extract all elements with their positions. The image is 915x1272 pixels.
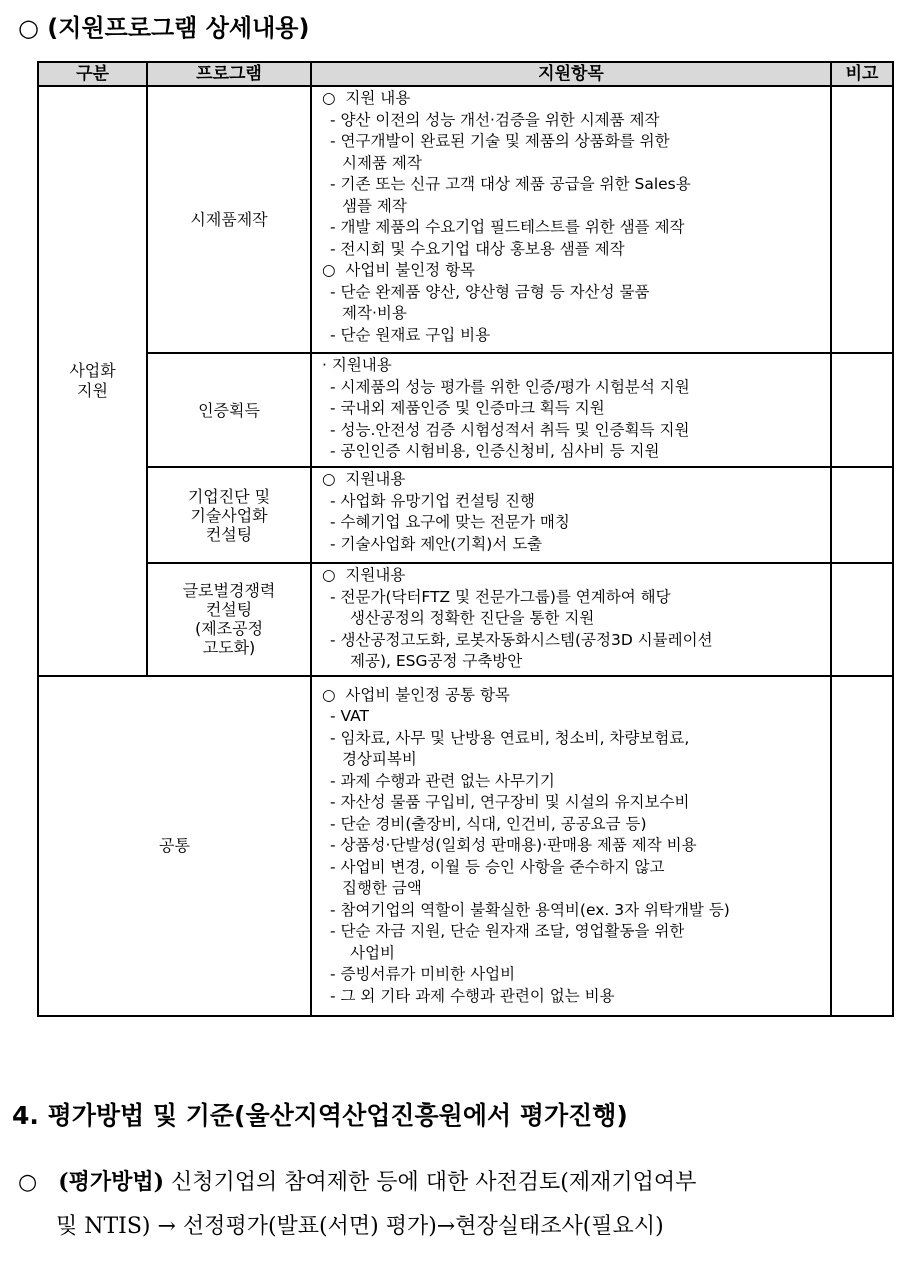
support-item-line: 생산공정의 정확한 진단을 통한 지원 (350, 609, 595, 627)
support-item-line: - 임차료, 사무 및 난방용 연료비, 청소비, 차량보험료, (330, 728, 690, 747)
support-item-line: · 지원내용 (322, 356, 392, 374)
support-item-line: - 단순 경비(출장비, 식대, 인건비, 공공요금 등) (330, 814, 647, 833)
header-category: 구분 (38, 62, 147, 86)
common-category-cell (38, 676, 311, 1016)
support-item-line: - 생산공정고도화, 로봇자동화시스템(공정3D 시뮬레이션 (330, 630, 713, 649)
support-item-line: - 상품성·단발성(일회성 판매용)·판매용 제품 제작 비용 (330, 836, 697, 854)
support-item-line: - 참여기업의 역할이 불확실한 용역비(ex. 3자 위탁개발 등) (330, 900, 730, 919)
header-remarks: 비고 (831, 62, 893, 86)
support-item-line: - 증빙서류가 미비한 사업비 (330, 965, 516, 983)
remarks-cell (831, 353, 893, 467)
support-item-line: 경상피복비 (342, 750, 417, 768)
paragraph-text-1: 신청기업의 참여제한 등에 대한 사전검토(제재기업여부 (164, 1170, 697, 1195)
program-name: 기업진단 및 기술사업화 컨설팅 (187, 486, 271, 544)
program-name: 인증획득 (198, 400, 260, 420)
support-item-line: - 사업화 유망기업 컨설팅 진행 (330, 491, 535, 510)
table-row (38, 676, 893, 1016)
support-item-line: - 국내외 제품인증 및 인증마크 획득 지원 (330, 399, 605, 417)
support-item-line: 시제품 제작 (342, 153, 422, 172)
support-item-line: ○ 사업비 불인정 공통 항목 (322, 685, 510, 704)
support-item-line: - 개발 제품의 수요기업 필드테스트를 위한 샘플 제작 (330, 218, 685, 236)
paragraph-line-1 (18, 1160, 696, 1205)
support-item-line: - 공인인증 시험비용, 인증신청비, 심사비 등 지원 (330, 442, 660, 460)
support-item-line: - 단순 완제품 양산, 양산형 금형 등 자산성 물품 (330, 282, 650, 301)
support-item-line: - 자산성 물품 구입비, 연구장비 및 시설의 유지보수비 (330, 793, 690, 811)
remarks-cell (831, 563, 893, 676)
table-row (38, 353, 893, 467)
support-item-line: ○ 지원내용 (322, 566, 406, 584)
program-name-cell (147, 353, 311, 467)
support-program-table (37, 61, 894, 1017)
remarks-cell (831, 467, 893, 563)
evaluation-paragraph (18, 1160, 696, 1249)
support-items-cell (311, 563, 831, 676)
support-items-cell (311, 86, 831, 353)
support-items-cell (311, 353, 831, 467)
section-title: 4. 평가방법 및 기준(울산지역산업진흥원에서 평가진행) (12, 1101, 628, 1130)
support-item-line: - 수혜기업 요구에 맞는 전문가 매칭 (330, 513, 570, 531)
bullet-icon: ○ (18, 1170, 38, 1195)
remarks-cell (831, 86, 893, 353)
support-items-list (322, 469, 822, 555)
support-item-line: - 연구개발이 완료된 기술 및 제품의 상품화를 위한 (330, 132, 670, 150)
support-item-line: 집행한 금액 (342, 879, 422, 897)
support-item-line: - 사업비 변경, 이월 등 승인 사항을 준수하지 않고 (330, 857, 665, 876)
paragraph-label: (평가방법) (58, 1169, 165, 1195)
table-row (38, 467, 893, 563)
paragraph-line-2: 및 NTIS) → 선정평가(발표(서면) 평가)→현장실태조사(필요시) (56, 1214, 664, 1239)
support-items-list (322, 685, 822, 1008)
support-item-line: - VAT (330, 707, 369, 725)
support-item-line: - 과제 수행과 관련 없는 사무기기 (330, 771, 555, 790)
remarks-cell (831, 676, 893, 1016)
support-item-line: - 그 외 기타 과제 수행과 관련이 없는 비용 (330, 986, 615, 1005)
program-name-cell (147, 86, 311, 353)
category-business-label: 사업화 지원 (69, 360, 116, 400)
program-name: 글로벌경쟁력 컨설팅 (제조공정 고도화) (182, 581, 276, 658)
page-heading: ○ (지원프로그램 상세내용) (18, 14, 310, 42)
support-item-line: 샘플 제작 (342, 196, 407, 215)
support-item-line: - 전문가(닥터FTZ 및 전문가그룹)를 연계하여 해당 (330, 587, 671, 606)
support-items-list (322, 88, 822, 346)
table-row (38, 86, 893, 353)
support-items-list (322, 355, 822, 463)
support-item-line: - 단순 자금 지원, 단순 원자재 조달, 영업활동을 위한 (330, 922, 685, 940)
program-name-cell (147, 563, 311, 676)
program-name-cell (147, 467, 311, 563)
table-row (38, 563, 893, 676)
support-items-list (322, 565, 822, 673)
program-name: 시제품제작 (190, 210, 268, 229)
support-items-cell (311, 467, 831, 563)
support-item-line: ○ 지원 내용 (322, 89, 411, 107)
support-item-line: ○ 사업비 불인정 항목 (322, 261, 476, 279)
header-program: 프로그램 (147, 62, 311, 86)
header-support-items: 지원항목 (311, 62, 831, 86)
support-item-line: 사업비 (350, 943, 395, 962)
support-item-line: - 기존 또는 신규 고객 대상 제품 공급을 위한 Sales용 (330, 175, 691, 193)
category-cell (38, 86, 147, 676)
support-item-line: - 성능.안전성 검증 시험성적서 취득 및 인증획득 지원 (330, 420, 690, 439)
table-header-row (38, 62, 893, 86)
support-items-cell (311, 676, 831, 1016)
support-item-line: - 단순 원재료 구입 비용 (330, 325, 491, 344)
support-item-line: - 양산 이전의 성능 개선·검증을 위한 시제품 제작 (330, 110, 660, 129)
support-item-line: - 기술사업화 제안(기획)서 도출 (330, 534, 543, 553)
support-item-line: 제작·비용 (342, 304, 407, 322)
support-item-line: - 시제품의 성능 평가를 위한 인증/평가 시험분석 지원 (330, 377, 690, 396)
support-item-line: 제공), ESG공정 구축방안 (350, 652, 523, 670)
support-item-line: ○ 지원내용 (322, 470, 406, 488)
support-item-line: - 전시회 및 수요기업 대상 홍보용 샘플 제작 (330, 239, 625, 258)
category-common-label: 공통 (159, 835, 190, 855)
